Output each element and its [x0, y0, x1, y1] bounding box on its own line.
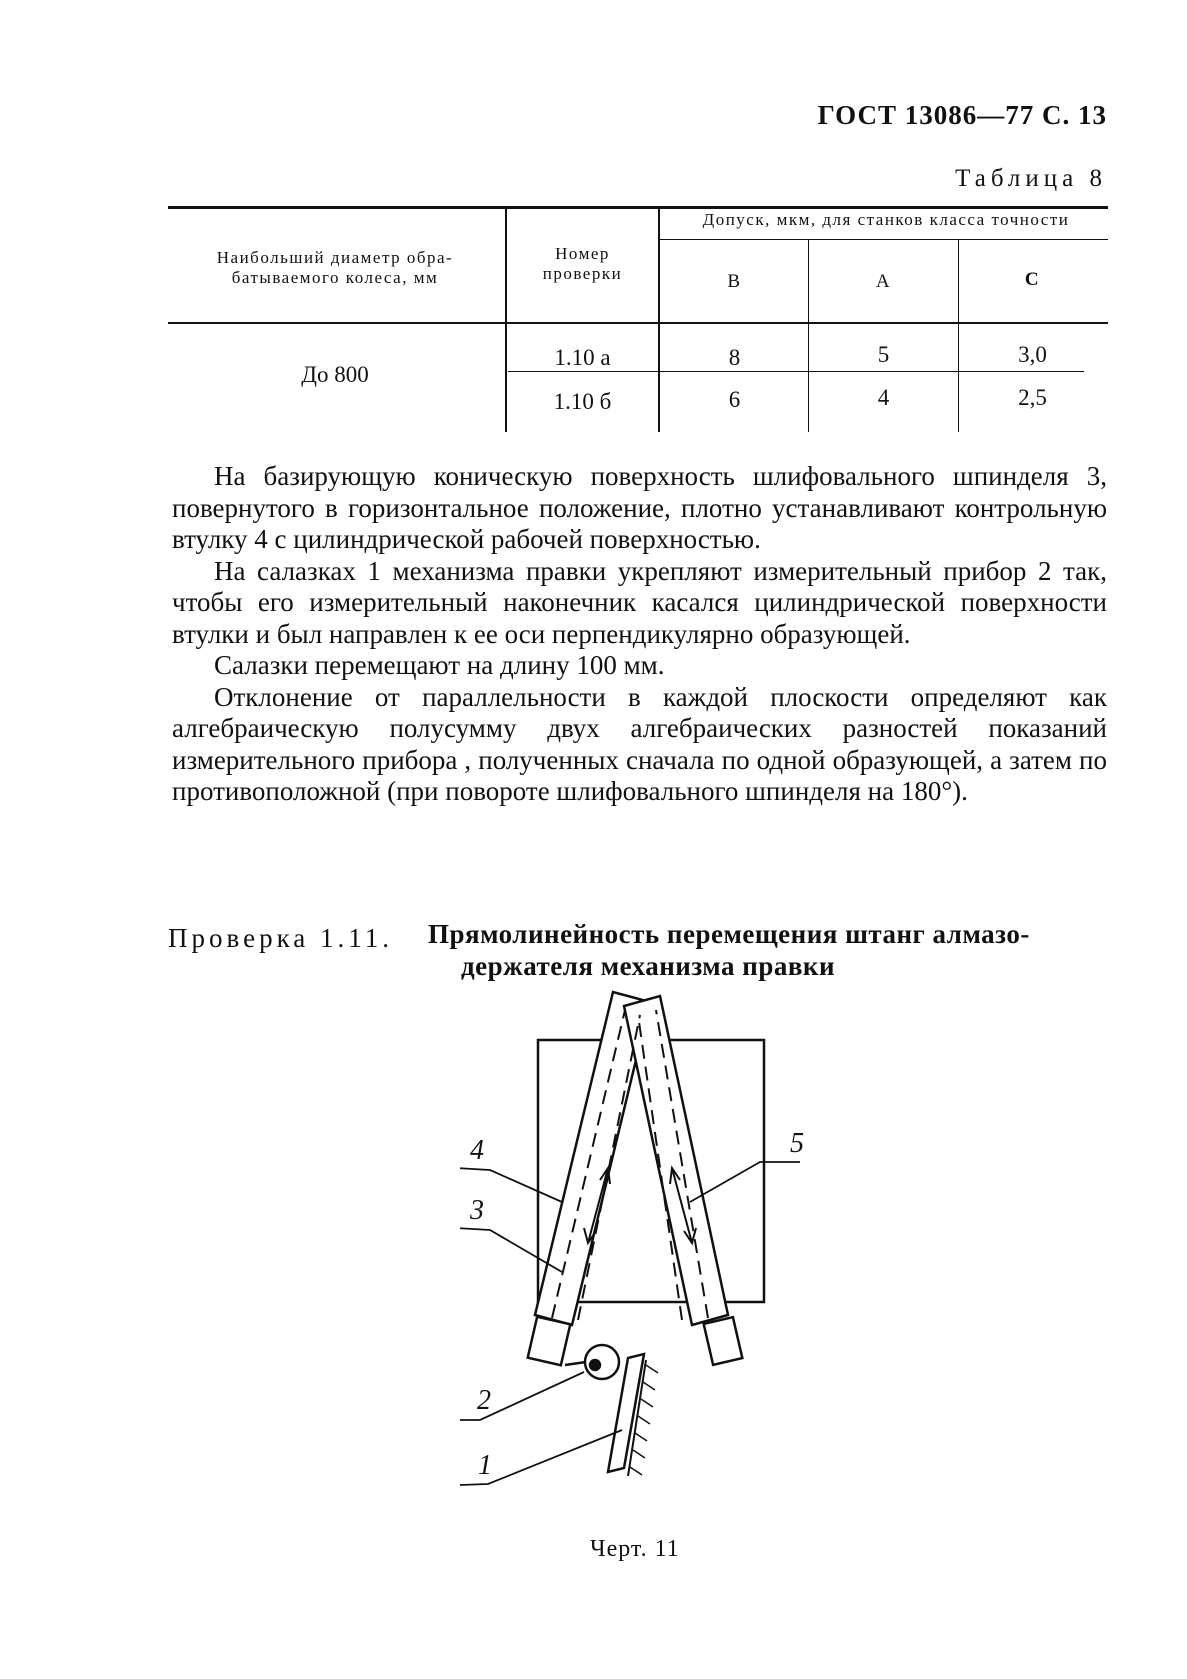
- cell-c-row2: 2,5: [1018, 385, 1047, 410]
- check-title: [428, 918, 1108, 982]
- body-text: [172, 461, 1107, 808]
- cell-a-row1: 5: [877, 342, 890, 367]
- figure-label-1: 1: [478, 1450, 492, 1481]
- paragraph-1: На базирующую коническую поверхность шлифовального шпинделя 3, повернутого в горизонтальное положение, плотно устанавливают контрольную втулку 4 с цилиндрической рабочей поверхностью.: [172, 461, 1107, 554]
- header-class-c: С: [1024, 269, 1041, 290]
- check-title-line1: Прямолинейность перемещения штанг алмазо-: [428, 919, 1030, 949]
- header-check-line2: проверки: [542, 264, 623, 283]
- table-row-divider: [508, 371, 1084, 372]
- figure-caption: Черт. 11: [590, 1536, 680, 1562]
- right-bar-end: [704, 1317, 743, 1365]
- figure-label-4: 4: [470, 1135, 484, 1166]
- header-class-a: А: [875, 271, 892, 292]
- figure-label-2: 2: [477, 1385, 491, 1416]
- header-class-b: В: [727, 271, 742, 292]
- table-header-rule: [168, 322, 1108, 324]
- table-tolerance-rule: [660, 239, 1108, 240]
- paragraph-3: Салазки перемещают на длину 100 мм.: [214, 650, 665, 680]
- cell-diameter: До 800: [301, 362, 369, 387]
- table-top-rule: [168, 206, 1108, 209]
- header-check-number: [510, 244, 655, 284]
- check-label: Проверка 1.11.: [168, 923, 394, 953]
- figure-11-diagram: [460, 990, 880, 1525]
- table-vline-1: [505, 208, 507, 432]
- header-tolerance: Допуск, мкм, для станков класса точности: [702, 210, 1070, 229]
- figure-label-5: 5: [790, 1128, 804, 1159]
- table-label: Таблица 8: [955, 165, 1107, 192]
- paragraph-2: На салазках 1 механизма правки укрепляют измерительный прибор 2 так, чтобы его измерительный наконечник касался цилиндрической поверхности втулки и был направлен к ее оси перпендикулярно образующей.: [172, 555, 1107, 649]
- table-vline-2: [658, 208, 660, 432]
- page-header: ГОСТ 13086—77 С. 13: [817, 100, 1107, 130]
- cell-check-row1: 1.10 а: [554, 345, 611, 370]
- cell-b-row2: 6: [728, 387, 741, 412]
- instrument-stem: [565, 1362, 586, 1365]
- cell-c-row1: 3,0: [1018, 342, 1047, 367]
- header-check-line1: Номер: [555, 244, 610, 263]
- cell-a-row2: 4: [877, 385, 890, 410]
- table-vline-3: [808, 240, 809, 432]
- left-bar-end: [528, 1317, 571, 1366]
- cell-check-row2: 1.10 б: [553, 389, 612, 414]
- header-diameter-line1: Наибольший диаметр обра-: [216, 248, 454, 267]
- instrument-tip: [590, 1360, 600, 1370]
- paragraph-4: Отклонение от параллельности в каждой плоскости определяют как алгебраическую полусумму двух алгебраических разностей показаний измерительного прибора , полученных сначала по одной образующей, а затем по противоположной (при повороте шлифовального шпинделя на 180°).: [172, 681, 1107, 806]
- figure-label-3: 3: [470, 1195, 484, 1226]
- table-vline-4: [958, 240, 959, 432]
- check-title-line2: держателя механизма правки: [460, 951, 836, 981]
- cell-b-row1: 8: [728, 345, 741, 370]
- header-diameter: [175, 248, 495, 288]
- header-diameter-line2: батываемого колеса, мм: [231, 268, 439, 287]
